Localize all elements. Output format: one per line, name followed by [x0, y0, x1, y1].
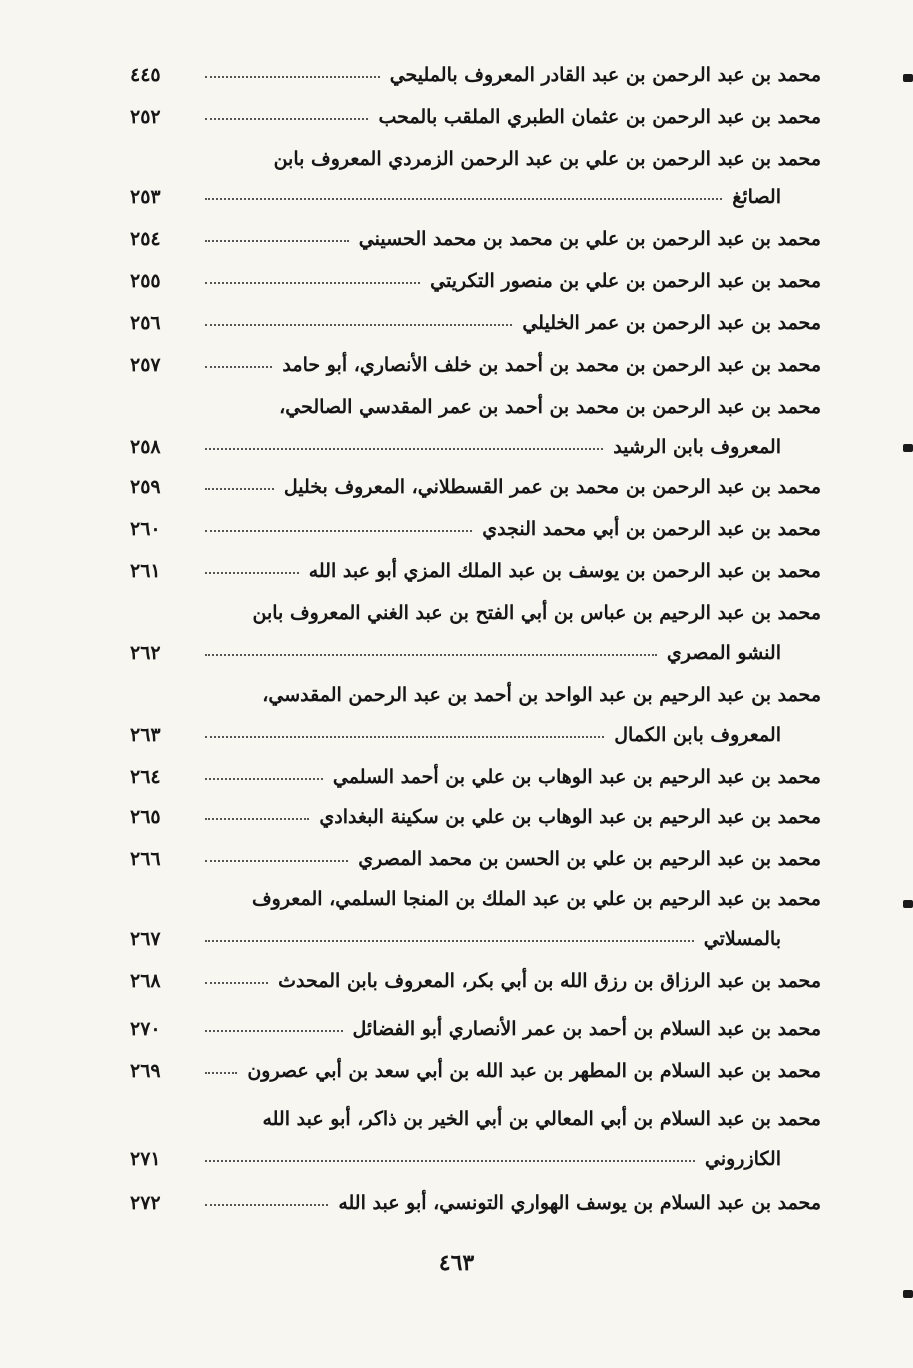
index-entry: [0, 676, 913, 714]
entry-page-number: ٢٥٨: [130, 436, 161, 458]
entry-page-number: ٢٥٢: [130, 106, 161, 128]
entry-page-number: ٢٥٥: [130, 270, 161, 292]
index-entry: [0, 1140, 913, 1178]
index-entry: [0, 798, 913, 836]
entry-page-number: ٢٧١: [130, 1148, 161, 1170]
entry-title: محمد بن عبد الرحيم بن علي بن الحسن بن محمد المصري: [352, 840, 821, 878]
entry-page-number: ٢٥٦: [130, 312, 161, 334]
entry-title: محمد بن عبد الرحمن بن يوسف بن عبد الملك المزي أبو عبد الله: [303, 552, 821, 590]
leader-dots: [205, 366, 272, 368]
entry-title: محمد بن عبد الرزاق بن رزق الله بن أبي بكر، المعروف بابن المحدث: [272, 962, 821, 1000]
leader-dots: [205, 940, 694, 942]
index-entry: [0, 962, 913, 1000]
leader-dots: [205, 530, 472, 532]
index-entry: [0, 552, 913, 590]
index-entry: [0, 388, 913, 426]
entry-page-number: ٢٦٠: [130, 518, 161, 540]
entry-page-number: ٤٤٥: [130, 64, 161, 86]
entry-title: محمد بن عبد الرحيم بن عبد الواحد بن أحمد بن عبد الرحمن المقدسي،: [256, 676, 821, 714]
entry-title: محمد بن عبد الرحمن بن عثمان الطبري الملقب بالمحب: [372, 98, 821, 136]
leader-dots: [205, 76, 380, 78]
entry-page-number: ٢٦٤: [130, 766, 161, 788]
leader-dots: [205, 1204, 328, 1206]
leader-dots: [205, 860, 348, 862]
entry-title: محمد بن عبد السلام بن المطهر بن عبد الله بن أبي سعد بن أبي عصرون: [241, 1052, 821, 1090]
index-entry: [0, 178, 913, 216]
index-entry: [0, 1100, 913, 1138]
index-entry: [0, 220, 913, 258]
leader-dots: [205, 818, 309, 820]
margin-mark: [903, 1290, 913, 1298]
index-entry: [0, 920, 913, 958]
entry-page-number: ٢٥٤: [130, 228, 161, 250]
entry-title: المعروف بابن الكمال: [608, 716, 781, 754]
entry-title: محمد بن عبد السلام بن أبي المعالي بن أبي الخير بن ذاكر، أبو عبد الله: [256, 1100, 821, 1138]
index-entry: [0, 262, 913, 300]
leader-dots: [205, 240, 349, 242]
leader-dots: [205, 448, 603, 450]
entry-title: محمد بن عبد الرحمن بن علي بن منصور التكريتي: [424, 262, 821, 300]
entry-page-number: ٢٦٢: [130, 642, 161, 664]
entry-page-number: ٢٦٧: [130, 928, 161, 950]
entry-page-number: ٢٦٨: [130, 970, 161, 992]
entry-title: محمد بن عبد السلام بن أحمد بن عمر الأنصاري أبو الفضائل: [347, 1010, 821, 1048]
entry-title: محمد بن عبد الرحمن بن محمد بن أحمد بن خلف الأنصاري، أبو حامد: [276, 346, 821, 384]
entry-title: محمد بن عبد الرحمن بن محمد بن عمر القسطلاني، المعروف بخليل: [278, 468, 821, 506]
leader-dots: [205, 282, 420, 284]
entry-page-number: ٢٦٥: [130, 806, 161, 828]
entry-title: محمد بن عبد الرحمن بن عمر الخليلي: [516, 304, 821, 342]
index-entry: [0, 594, 913, 632]
entry-title: محمد بن عبد السلام بن يوسف الهواري التونسي، أبو عبد الله: [332, 1184, 821, 1222]
entry-title: محمد بن عبد الرحيم بن علي بن عبد الملك بن المنجا السلمي، المعروف: [246, 880, 821, 918]
index-entry: [0, 428, 913, 466]
leader-dots: [205, 572, 299, 574]
entry-page-number: ٢٦٣: [130, 724, 161, 746]
index-entry: [0, 304, 913, 342]
leader-dots: [205, 488, 274, 490]
leader-dots: [205, 324, 512, 326]
entry-title: محمد بن عبد الرحمن بن عبد القادر المعروف بالمليحي: [384, 56, 821, 94]
index-entry: [0, 1052, 913, 1090]
entry-title: محمد بن عبد الرحيم بن عبد الوهاب بن علي بن سكينة البغدادي: [313, 798, 821, 836]
index-entry: [0, 346, 913, 384]
leader-dots: [205, 1160, 695, 1162]
entry-title: محمد بن عبد الرحمن بن أبي محمد النجدي: [476, 510, 821, 548]
index-entry: [0, 840, 913, 878]
entry-title: المعروف بابن الرشيد: [607, 428, 781, 466]
leader-dots: [205, 736, 604, 738]
entry-page-number: ٢٥٧: [130, 354, 161, 376]
entry-page-number: ٢٥٩: [130, 476, 161, 498]
index-entry: [0, 468, 913, 506]
leader-dots: [205, 198, 722, 200]
entry-title: محمد بن عبد الرحمن بن علي بن عبد الرحمن الزمردي المعروف بابن: [268, 140, 821, 178]
entry-page-number: ٢٦٦: [130, 848, 161, 870]
entry-title: محمد بن عبد الرحيم بن عبد الوهاب بن علي بن أحمد السلمي: [327, 758, 821, 796]
entry-title: الكازروني: [699, 1140, 781, 1178]
index-entry: [0, 634, 913, 672]
index-entry: [0, 98, 913, 136]
leader-dots: [205, 118, 368, 120]
entry-title: النشو المصري: [661, 634, 781, 672]
entry-title: محمد بن عبد الرحيم بن عباس بن أبي الفتح بن عبد الغني المعروف بابن: [247, 594, 822, 632]
index-entry: [0, 510, 913, 548]
entry-page-number: ٢٧٠: [130, 1018, 161, 1040]
index-entry: [0, 56, 913, 94]
leader-dots: [205, 1072, 237, 1074]
entry-page-number: ٢٦١: [130, 560, 161, 582]
entry-page-number: ٢٧٢: [130, 1192, 161, 1214]
entry-title: محمد بن عبد الرحمن بن علي بن محمد بن محمد الحسيني: [353, 220, 821, 258]
entry-title: بالمسلاتي: [698, 920, 781, 958]
entry-page-number: ٢٥٣: [130, 186, 161, 208]
entry-title: الصائغ: [726, 178, 781, 216]
index-entry: [0, 1184, 913, 1222]
index-entry: [0, 716, 913, 754]
leader-dots: [205, 654, 657, 656]
leader-dots: [205, 982, 268, 984]
index-entry: [0, 880, 913, 918]
index-entry: [0, 1010, 913, 1048]
entry-page-number: ٢٦٩: [130, 1060, 161, 1082]
leader-dots: [205, 1030, 343, 1032]
index-entry: [0, 140, 913, 178]
entry-title: محمد بن عبد الرحمن بن محمد بن أحمد بن عمر المقدسي الصالحي،: [273, 388, 821, 426]
index-entry: [0, 758, 913, 796]
leader-dots: [205, 778, 323, 780]
page-number: ٤٦٣: [438, 1250, 475, 1276]
